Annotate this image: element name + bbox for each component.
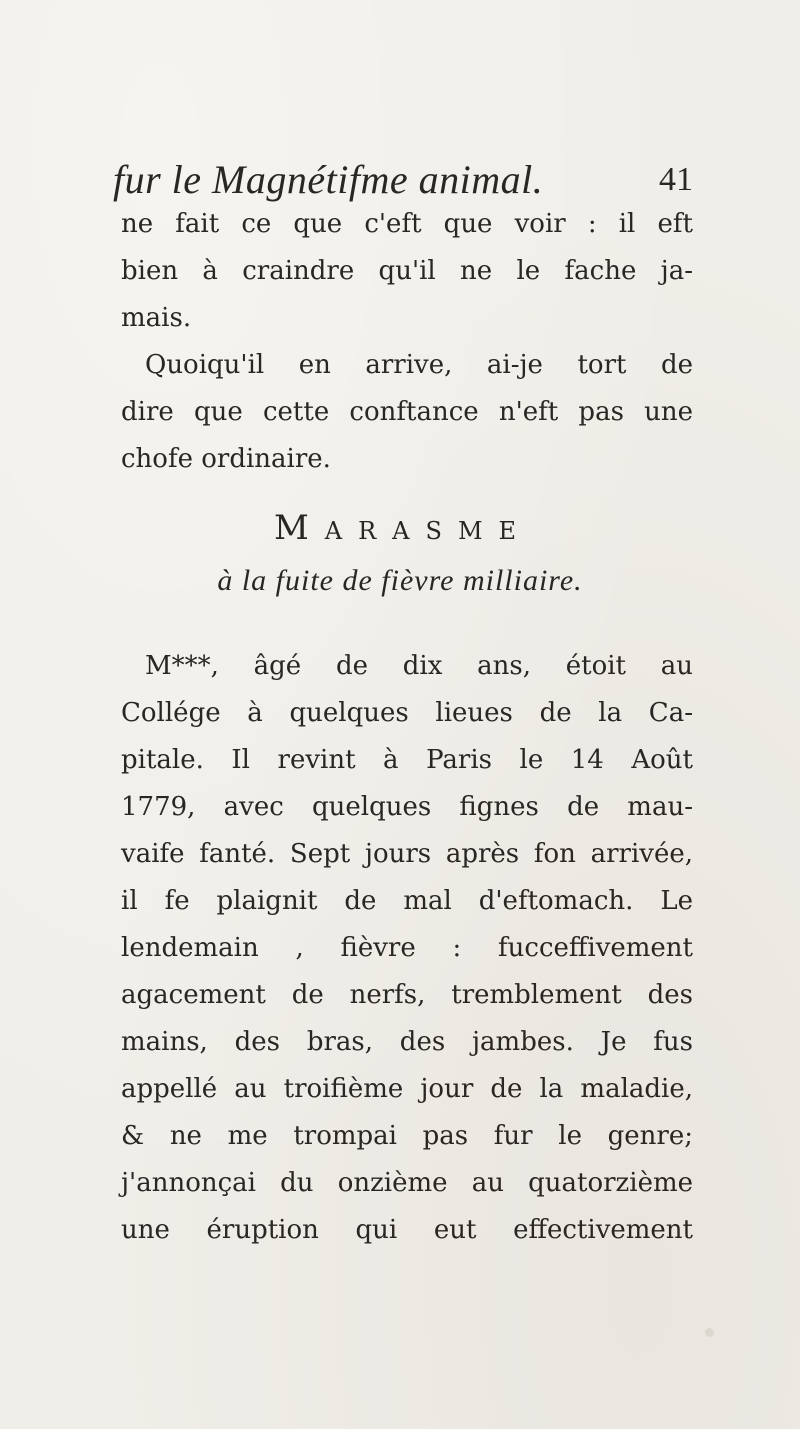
section-heading-rest: ARASME <box>324 517 533 545</box>
text-line: Quoiqu'il en arrive, ai-je tort de <box>145 350 693 380</box>
page-number: 41 <box>659 161 693 198</box>
text-line: mains, des bras, des jambes. Je fus <box>121 1027 693 1057</box>
text-line: ne fait ce que c'eft que voir : il eft <box>121 209 693 239</box>
paper-speck <box>705 1328 714 1337</box>
text-line: 1779, avec quelques fignes de mau- <box>121 792 693 822</box>
section-heading-initial: M <box>273 508 325 548</box>
running-title: fur le Magnétifme animal. <box>113 157 544 202</box>
text-line: lendemain , fièvre : fucceffivement <box>121 933 693 963</box>
text-line: M***, âgé de dix ans, étoit au <box>145 651 693 681</box>
text-line: appellé au troifième jour de la maladie, <box>121 1074 693 1104</box>
text-line: vaife fanté. Sept jours après fon arrivée, <box>121 839 693 869</box>
text-line: une éruption qui eut effectivement <box>121 1215 693 1245</box>
text-line: dire que cette conftance n'eft pas une <box>121 397 693 427</box>
text-line: Collége à quelques lieues de la Ca- <box>121 698 693 728</box>
text-line: agacement de nerfs, tremblement des <box>121 980 693 1010</box>
text-line: pitale. Il revint à Paris le 14 Août <box>121 745 693 775</box>
text-line: il fe plaignit de mal d'eftomach. Le <box>121 886 693 916</box>
text-line: j'annonçai du onzième au quatorzième <box>121 1168 693 1198</box>
paragraph-block-top <box>121 201 693 483</box>
text-line: & ne me trompai pas fur le genre; <box>121 1121 693 1151</box>
text-line: bien à craindre qu'il ne le fache ja- <box>121 256 693 286</box>
text-line: mais. <box>121 303 192 333</box>
section-subtitle: à la fuite de fièvre milliaire. <box>217 564 583 597</box>
section-heading <box>0 502 800 557</box>
text-line: chofe ordinaire. <box>121 444 331 474</box>
paragraph-block-bottom <box>121 643 693 1254</box>
